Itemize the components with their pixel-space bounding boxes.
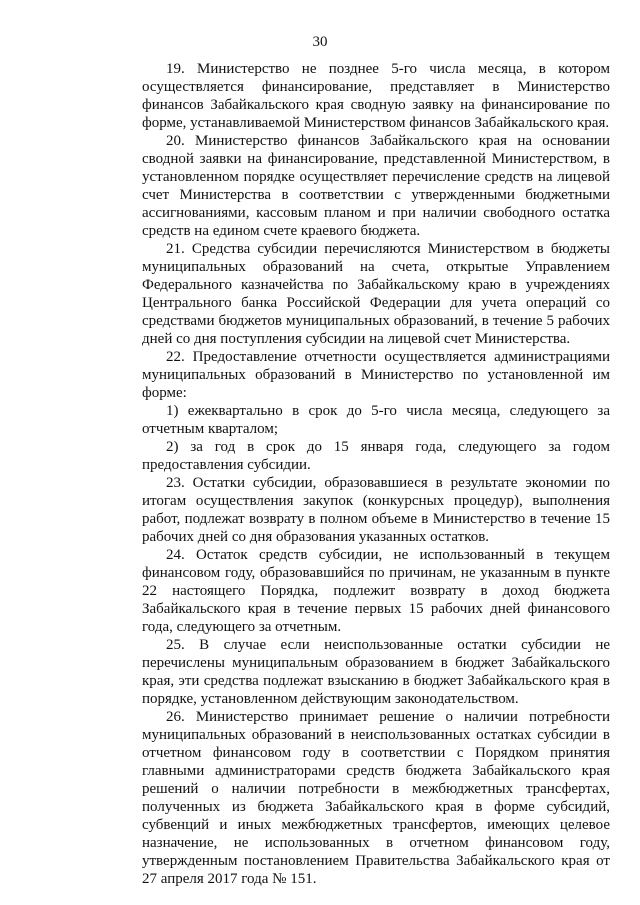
paragraph-25: 25. В случае если неиспользованные остатки субсидии не перечислены муниципальным образованием в бюджет Забайкальского края, эти средства подлежат взысканию в бюджет Забайкальского края в порядке, установленном действующим законодательством. (142, 637, 610, 707)
paragraph-22-item-1: 1) ежеквартально в срок до 5-го числа месяца, следующего за отчетным кварталом; (142, 403, 610, 437)
paragraph-26: 26. Министерство принимает решение о наличии потребности муниципальных образований в неиспользованных остатках субсидии в отчетном финансовом году в соответствии с Порядком принятия главными администраторами средств бюджета Забайкальского края решений о наличии потребности в межбюджетных трансфертах, полученных из бюджета Забайкальского края в форме субсидий, субвенций и иных межбюджетных трансфертов, имеющих целевое назначение, не использованных в отчетном финансовом году, утвержденным постановлением Правительства Забайкальского края от 27 апреля 2017 года № 151. (142, 709, 610, 887)
paragraph-21: 21. Средства субсидии перечисляются Министерством в бюджеты муниципальных образований на счета, открытые Управлением Федерального казначейства по Забайкальскому краю в учреждениях Центрального банка Российской Федерации для учета операций со средствами бюджетов муниципальных образований, в течение 5 рабочих дней со дня поступления субсидии на лицевой счет Министерства. (142, 241, 610, 347)
paragraph-23: 23. Остатки субсидии, образовавшиеся в результате экономии по итогам осуществления закупок (конкурсных процедур), выполнения работ, подлежат возврату в полном объеме в Министерство в течение 15 рабочих дней со дня образования указанных остатков. (142, 475, 610, 545)
paragraph-22: 22. Предоставление отчетности осуществляется администрациями муниципальных образований в Министерство по установленной им форме: (142, 349, 610, 401)
paragraph-20: 20. Министерство финансов Забайкальского края на основании сводной заявки на финансирование, представленной Министерством, в установленном порядке осуществляет перечисление средств на лицевой счет Министерства в соответствии с утвержденными бюджетными ассигнованиями, кассовым планом и при наличии свободного остатка средств на едином счете краевого бюджета. (142, 133, 610, 239)
document-body (142, 60, 610, 888)
paragraph-24: 24. Остаток средств субсидии, не использованный в текущем финансовом году, образовавшийся по причинам, не указанным в пункте 22 настоящего Порядка, подлежит возврату в доход бюджета Забайкальского края в течение первых 15 рабочих дней финансового года, следующего за отчетным. (142, 547, 610, 635)
paragraph-19: 19. Министерство не позднее 5-го числа месяца, в котором осуществляется финансирование, представляет в Министерство финансов Забайкальского края сводную заявку на финансирование по форме, устанавливаемой Министерством финансов Забайкальского края. (142, 61, 610, 131)
page-number: 30 (312, 34, 328, 50)
paragraph-22-item-2: 2) за год в срок до 15 января года, следующего за годом предоставления субсидии. (142, 439, 610, 473)
